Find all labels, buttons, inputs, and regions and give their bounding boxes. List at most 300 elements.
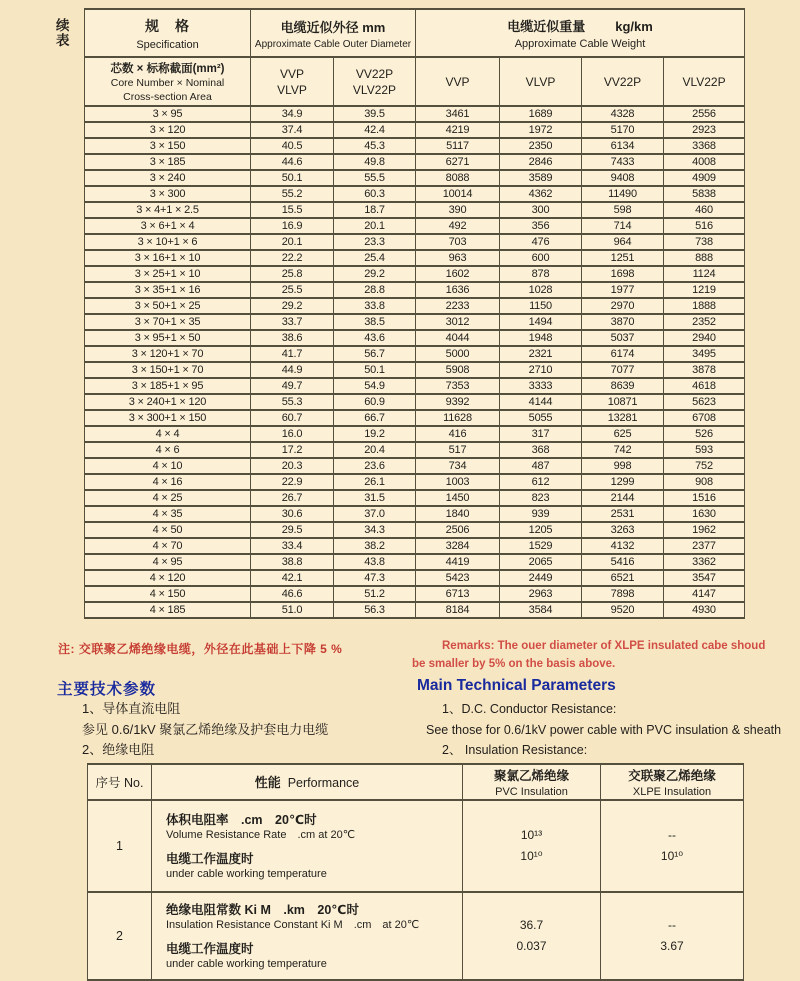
value-cell: 1962 [664, 522, 745, 538]
spec-cell: 3 × 300+1 × 150 [85, 410, 251, 426]
spec-cell: 3 × 25+1 × 10 [85, 266, 251, 282]
value-cell: 30.6 [251, 506, 334, 522]
value-cell: 5623 [664, 394, 745, 410]
table-row [85, 474, 745, 490]
value-cell: 15.5 [251, 202, 334, 218]
spec-header-cn: 规 格 [145, 17, 190, 34]
value-cell: 1840 [416, 506, 500, 522]
spec-header [85, 9, 251, 57]
value-cell: 34.3 [334, 522, 416, 538]
table-row [85, 106, 745, 122]
value-cell: 2970 [582, 298, 664, 314]
value-cell: 3012 [416, 314, 500, 330]
no-header: 序号 No. [88, 764, 152, 800]
value-cell: 1636 [416, 282, 500, 298]
performance-header: 性能 Performance [152, 764, 463, 800]
pvc-value-cell: 10¹³ 10¹⁰ [463, 800, 601, 892]
table-row [85, 266, 745, 282]
spec-cell: 4 × 4 [85, 426, 251, 442]
value-cell: 4132 [582, 538, 664, 554]
params-row-1 [88, 800, 744, 892]
value-cell: 3333 [500, 378, 582, 394]
value-cell: 25.5 [251, 282, 334, 298]
params-table-body [88, 800, 744, 980]
tech-param-item: 1、导体直流电阻 [82, 701, 181, 716]
value-cell: 46.6 [251, 586, 334, 602]
diameter-group-header [251, 9, 416, 57]
value-cell: 10014 [416, 186, 500, 202]
value-cell: 38.6 [251, 330, 334, 346]
value-cell: 2710 [500, 362, 582, 378]
wt-col-vv22p: VV22P [582, 57, 664, 106]
spec-cell: 4 × 95 [85, 554, 251, 570]
row-number: 1 [88, 800, 152, 892]
value-cell: 1205 [500, 522, 582, 538]
value-cell: 1003 [416, 474, 500, 490]
value-cell: 1494 [500, 314, 582, 330]
diameter-header-en: Approximate Cable Outer Diameter [254, 38, 412, 50]
spec-cell: 3 × 240+1 × 120 [85, 394, 251, 410]
value-cell: 734 [416, 458, 500, 474]
value-cell: 2233 [416, 298, 500, 314]
table-row [85, 586, 745, 602]
spec-cell: 3 × 4+1 × 2.5 [85, 202, 251, 218]
pvc-header: 聚氯乙烯绝缘 PVC Insulation [463, 764, 601, 800]
table-row [85, 202, 745, 218]
value-cell: 4044 [416, 330, 500, 346]
value-cell: 300 [500, 202, 582, 218]
value-cell: 33.8 [334, 298, 416, 314]
value-cell: 7898 [582, 586, 664, 602]
value-cell: 8639 [582, 378, 664, 394]
value-cell: 593 [664, 442, 745, 458]
value-cell: 487 [500, 458, 582, 474]
value-cell: 38.2 [334, 538, 416, 554]
value-cell: 42.1 [251, 570, 334, 586]
value-cell: 4930 [664, 602, 745, 618]
value-cell: 60.3 [334, 186, 416, 202]
table-row [85, 346, 745, 362]
cable-spec-table [84, 8, 745, 619]
value-cell: 5170 [582, 122, 664, 138]
dia-col-vv22p-vlv22p: VV22P VLV22P [334, 57, 416, 106]
value-cell: 4419 [416, 554, 500, 570]
performance-cell: 体积电阻率 .cm 20℃时 Volume Resistance Rate .cm at 20℃ 电缆工作温度时 under cable working temperature [152, 800, 463, 892]
spec-cell: 3 × 150+1 × 70 [85, 362, 251, 378]
spec-cell: 4 × 50 [85, 522, 251, 538]
value-cell: 34.9 [251, 106, 334, 122]
value-cell: 19.2 [334, 426, 416, 442]
value-cell: 23.6 [334, 458, 416, 474]
value-cell: 38.5 [334, 314, 416, 330]
performance-cell: 绝缘电阻常数 Ki M .km 20℃时 Insulation Resistance Constant Ki M .cm at 20℃ 电缆工作温度时 under cable working temperature [152, 892, 463, 980]
value-cell: 1972 [500, 122, 582, 138]
spec-cell: 3 × 185+1 × 95 [85, 378, 251, 394]
table-row [85, 170, 745, 186]
value-cell: 41.7 [251, 346, 334, 362]
value-cell: 7433 [582, 154, 664, 170]
value-cell: 2352 [664, 314, 745, 330]
weight-group-header [416, 9, 745, 57]
value-cell: 40.5 [251, 138, 334, 154]
table-row [85, 122, 745, 138]
table-row [85, 570, 745, 586]
spec-cell: 4 × 10 [85, 458, 251, 474]
spec-cell: 3 × 50+1 × 25 [85, 298, 251, 314]
spec-cell: 3 × 6+1 × 4 [85, 218, 251, 234]
value-cell: 1630 [664, 506, 745, 522]
cable-spec-table-head [85, 9, 745, 106]
value-cell: 317 [500, 426, 582, 442]
table-row [85, 218, 745, 234]
value-cell: 29.5 [251, 522, 334, 538]
spec-cell: 4 × 150 [85, 586, 251, 602]
value-cell: 6134 [582, 138, 664, 154]
spec-cell: 3 × 10+1 × 6 [85, 234, 251, 250]
diameter-header-cn: 电缆近似外径 mm [280, 19, 386, 35]
spec-cell: 3 × 240 [85, 170, 251, 186]
value-cell: 1529 [500, 538, 582, 554]
value-cell: 5416 [582, 554, 664, 570]
value-cell: 752 [664, 458, 745, 474]
value-cell: 26.1 [334, 474, 416, 490]
spec-cell: 3 × 185 [85, 154, 251, 170]
table-row [85, 426, 745, 442]
value-cell: 2940 [664, 330, 745, 346]
value-cell: 20.3 [251, 458, 334, 474]
value-cell: 9520 [582, 602, 664, 618]
value-cell: 66.7 [334, 410, 416, 426]
value-cell: 7353 [416, 378, 500, 394]
wt-col-vlv22p: VLV22P [664, 57, 745, 106]
value-cell: 18.7 [334, 202, 416, 218]
wt-col-vlvp: VLVP [500, 57, 582, 106]
spec-cell: 3 × 300 [85, 186, 251, 202]
value-cell: 4618 [664, 378, 745, 394]
cable-spec-table-body [85, 106, 745, 618]
spec-cell: 3 × 120+1 × 70 [85, 346, 251, 362]
remark-en: Remarks: The ouer diameter of XLPE insulated cabe shoud be smaller by 5% on the basis above. [412, 640, 766, 671]
value-cell: 8184 [416, 602, 500, 618]
value-cell: 26.7 [251, 490, 334, 506]
value-cell: 2963 [500, 586, 582, 602]
value-cell: 4008 [664, 154, 745, 170]
value-cell: 998 [582, 458, 664, 474]
tech-param-item: 2、绝缘电阻 [82, 742, 155, 757]
value-cell: 22.2 [251, 250, 334, 266]
value-cell: 390 [416, 202, 500, 218]
table-row [85, 314, 745, 330]
value-cell: 31.5 [334, 490, 416, 506]
weight-header-cn: 电缆近似重量 kg/km [507, 19, 653, 34]
value-cell: 49.8 [334, 154, 416, 170]
value-cell: 11490 [582, 186, 664, 202]
value-cell: 2923 [664, 122, 745, 138]
table-row [85, 442, 745, 458]
value-cell: 45.3 [334, 138, 416, 154]
params-table-head [88, 764, 744, 800]
spec-cell: 3 × 95 [85, 106, 251, 122]
table-row [85, 506, 745, 522]
value-cell: 20.4 [334, 442, 416, 458]
value-cell: 598 [582, 202, 664, 218]
value-cell: 703 [416, 234, 500, 250]
value-cell: 3495 [664, 346, 745, 362]
spec-cell: 3 × 35+1 × 16 [85, 282, 251, 298]
value-cell: 33.7 [251, 314, 334, 330]
table-row [85, 554, 745, 570]
value-cell: 368 [500, 442, 582, 458]
value-cell: 6521 [582, 570, 664, 586]
value-cell: 3284 [416, 538, 500, 554]
value-cell: 9392 [416, 394, 500, 410]
value-cell: 50.1 [251, 170, 334, 186]
value-cell: 8088 [416, 170, 500, 186]
value-cell: 1888 [664, 298, 745, 314]
value-cell: 29.2 [251, 298, 334, 314]
value-cell: 1150 [500, 298, 582, 314]
value-cell: 17.2 [251, 442, 334, 458]
value-cell: 1602 [416, 266, 500, 282]
spec-cell: 4 × 16 [85, 474, 251, 490]
value-cell: 3584 [500, 602, 582, 618]
value-cell: 1977 [582, 282, 664, 298]
value-cell: 2846 [500, 154, 582, 170]
value-cell: 3263 [582, 522, 664, 538]
spec-cell: 4 × 120 [85, 570, 251, 586]
continued-table-label: 续表 [56, 18, 70, 48]
value-cell: 416 [416, 426, 500, 442]
value-cell: 6708 [664, 410, 745, 426]
value-cell: 517 [416, 442, 500, 458]
value-cell: 11628 [416, 410, 500, 426]
value-cell: 2321 [500, 346, 582, 362]
value-cell: 2144 [582, 490, 664, 506]
value-cell: 29.2 [334, 266, 416, 282]
table-row [85, 522, 745, 538]
value-cell: 51.0 [251, 602, 334, 618]
value-cell: 39.5 [334, 106, 416, 122]
value-cell: 3362 [664, 554, 745, 570]
value-cell: 878 [500, 266, 582, 282]
table-row [85, 378, 745, 394]
value-cell: 13281 [582, 410, 664, 426]
value-cell: 10871 [582, 394, 664, 410]
value-cell: 2556 [664, 106, 745, 122]
table-row [85, 538, 745, 554]
dia-col-vvp-vlvp: VVP VLVP [251, 57, 334, 106]
value-cell: 25.4 [334, 250, 416, 266]
value-cell: 742 [582, 442, 664, 458]
value-cell: 1028 [500, 282, 582, 298]
value-cell: 3461 [416, 106, 500, 122]
value-cell: 4909 [664, 170, 745, 186]
remark-cn: 注: 交联聚乙烯绝缘电缆，外径在此基础上下降 5 % [58, 642, 343, 656]
value-cell: 37.4 [251, 122, 334, 138]
value-cell: 3547 [664, 570, 745, 586]
value-cell: 56.7 [334, 346, 416, 362]
value-cell: 22.9 [251, 474, 334, 490]
value-cell: 1124 [664, 266, 745, 282]
value-cell: 6713 [416, 586, 500, 602]
value-cell: 16.0 [251, 426, 334, 442]
value-cell: 3870 [582, 314, 664, 330]
value-cell: 4328 [582, 106, 664, 122]
table-row [85, 458, 745, 474]
value-cell: 44.9 [251, 362, 334, 378]
value-cell: 964 [582, 234, 664, 250]
value-cell: 356 [500, 218, 582, 234]
value-cell: 56.3 [334, 602, 416, 618]
table-row [85, 602, 745, 618]
value-cell: 1948 [500, 330, 582, 346]
value-cell: 1219 [664, 282, 745, 298]
value-cell: 2350 [500, 138, 582, 154]
value-cell: 4147 [664, 586, 745, 602]
spec-cell: 3 × 95+1 × 50 [85, 330, 251, 346]
value-cell: 5423 [416, 570, 500, 586]
value-cell: 9408 [582, 170, 664, 186]
value-cell: 44.6 [251, 154, 334, 170]
table-row [85, 234, 745, 250]
value-cell: 5037 [582, 330, 664, 346]
value-cell: 1698 [582, 266, 664, 282]
tech-param-item: 参见 0.6/1kV 聚氯乙烯绝缘及护套电力电缆 [82, 721, 329, 737]
wt-col-vvp: VVP [416, 57, 500, 106]
value-cell: 23.3 [334, 234, 416, 250]
table-row [85, 490, 745, 506]
value-cell: 492 [416, 218, 500, 234]
value-cell: 1689 [500, 106, 582, 122]
value-cell: 37.0 [334, 506, 416, 522]
tech-params-heading-en: Main Technical Parameters [417, 677, 616, 694]
insulation-params-table [87, 763, 744, 981]
value-cell: 25.8 [251, 266, 334, 282]
pvc-value-cell: 36.7 0.037 [463, 892, 601, 980]
tech-params-list-cn [82, 699, 328, 761]
value-cell: 2065 [500, 554, 582, 570]
value-cell: 2506 [416, 522, 500, 538]
value-cell: 460 [664, 202, 745, 218]
row-number: 2 [88, 892, 152, 980]
value-cell: 5908 [416, 362, 500, 378]
table-row [85, 250, 745, 266]
spec-cell: 4 × 185 [85, 602, 251, 618]
value-cell: 4362 [500, 186, 582, 202]
tech-param-item: 1、D.C. Conductor Resistance: [442, 702, 617, 716]
params-header-row [88, 764, 744, 800]
value-cell: 4144 [500, 394, 582, 410]
value-cell: 3589 [500, 170, 582, 186]
table-row [85, 330, 745, 346]
table-row [85, 410, 745, 426]
table-row [85, 186, 745, 202]
spec-cell: 4 × 6 [85, 442, 251, 458]
value-cell: 2377 [664, 538, 745, 554]
spec-cell: 3 × 120 [85, 122, 251, 138]
value-cell: 1450 [416, 490, 500, 506]
value-cell: 20.1 [334, 218, 416, 234]
table-row [85, 394, 745, 410]
value-cell: 1251 [582, 250, 664, 266]
group-header-row [85, 9, 745, 57]
xlpe-value-cell: -- 10¹⁰ [601, 800, 744, 892]
value-cell: 51.2 [334, 586, 416, 602]
value-cell: 54.9 [334, 378, 416, 394]
value-cell: 28.8 [334, 282, 416, 298]
value-cell: 908 [664, 474, 745, 490]
value-cell: 60.7 [251, 410, 334, 426]
spec-header-en: Specification [136, 38, 199, 51]
spec-cell: 4 × 35 [85, 506, 251, 522]
tech-param-item: See those for 0.6/1kV power cable with PVC insulation & sheath [426, 722, 782, 737]
value-cell: 516 [664, 218, 745, 234]
xlpe-value-cell: -- 3.67 [601, 892, 744, 980]
value-cell: 5055 [500, 410, 582, 426]
value-cell: 939 [500, 506, 582, 522]
value-cell: 714 [582, 218, 664, 234]
weight-unit: kg/km [615, 19, 653, 34]
value-cell: 55.5 [334, 170, 416, 186]
value-cell: 3368 [664, 138, 745, 154]
value-cell: 2531 [582, 506, 664, 522]
value-cell: 7077 [582, 362, 664, 378]
value-cell: 60.9 [334, 394, 416, 410]
value-cell: 612 [500, 474, 582, 490]
spec-cell: 4 × 70 [85, 538, 251, 554]
sub-header-row [85, 57, 745, 106]
value-cell: 1299 [582, 474, 664, 490]
spec-cell: 4 × 25 [85, 490, 251, 506]
table-row [85, 154, 745, 170]
value-cell: 2449 [500, 570, 582, 586]
value-cell: 738 [664, 234, 745, 250]
value-cell: 50.1 [334, 362, 416, 378]
spec-cell: 3 × 16+1 × 10 [85, 250, 251, 266]
value-cell: 823 [500, 490, 582, 506]
value-cell: 3878 [664, 362, 745, 378]
value-cell: 5838 [664, 186, 745, 202]
value-cell: 5000 [416, 346, 500, 362]
value-cell: 625 [582, 426, 664, 442]
table-row [85, 282, 745, 298]
weight-header-en: Approximate Cable Weight [514, 38, 646, 50]
value-cell: 47.3 [334, 570, 416, 586]
value-cell: 49.7 [251, 378, 334, 394]
value-cell: 55.2 [251, 186, 334, 202]
value-cell: 600 [500, 250, 582, 266]
tech-params-heading-cn: 主要技术参数 [57, 681, 157, 698]
value-cell: 33.4 [251, 538, 334, 554]
value-cell: 963 [416, 250, 500, 266]
tech-param-item: 2、 Insulation Resistance: [442, 743, 588, 757]
spec-cell: 3 × 150 [85, 138, 251, 154]
value-cell: 4219 [416, 122, 500, 138]
value-cell: 55.3 [251, 394, 334, 410]
value-cell: 526 [664, 426, 745, 442]
value-cell: 43.6 [334, 330, 416, 346]
core-section-header: 芯数 × 标称截面(mm²) Core Number × Nominal Cross-section Area [85, 57, 251, 106]
tech-params-list-en [426, 699, 781, 761]
value-cell: 6174 [582, 346, 664, 362]
table-row [85, 298, 745, 314]
value-cell: 43.8 [334, 554, 416, 570]
spec-cell: 3 × 70+1 × 35 [85, 314, 251, 330]
value-cell: 20.1 [251, 234, 334, 250]
value-cell: 1516 [664, 490, 745, 506]
value-cell: 476 [500, 234, 582, 250]
table-row [85, 138, 745, 154]
